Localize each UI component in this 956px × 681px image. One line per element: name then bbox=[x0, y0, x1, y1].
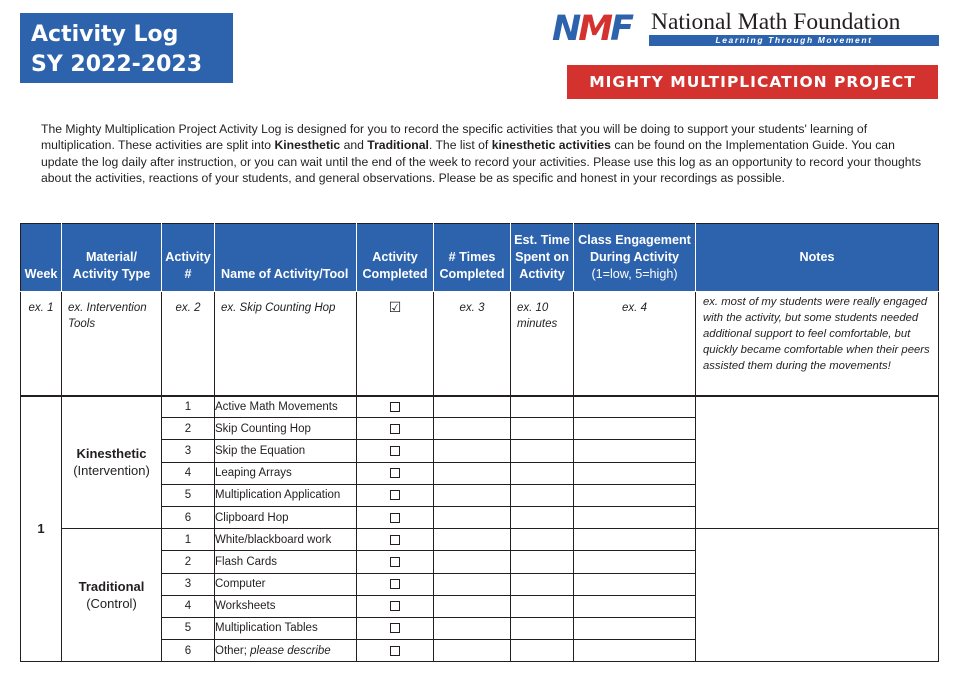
col-engagement: Class Engagement During Activity (1=low, 5=high) bbox=[574, 224, 696, 292]
checked-box-icon: ☑ bbox=[388, 299, 402, 315]
example-completed bbox=[357, 292, 434, 396]
activity-row bbox=[21, 529, 939, 551]
times-cell[interactable] bbox=[434, 418, 511, 440]
completed-cell bbox=[357, 573, 434, 595]
time-spent-cell[interactable] bbox=[511, 595, 574, 617]
title-line-2: SY 2022-2023 bbox=[31, 52, 203, 77]
times-cell[interactable] bbox=[434, 640, 511, 662]
example-week: ex. 1 bbox=[21, 292, 62, 396]
activity-name: Skip Counting Hop bbox=[215, 418, 357, 440]
completed-cell bbox=[357, 440, 434, 462]
engagement-cell[interactable] bbox=[574, 640, 696, 662]
intro-text: . The list of bbox=[428, 138, 492, 153]
intro-kinesthetic: Kinesthetic bbox=[274, 138, 341, 153]
times-cell[interactable] bbox=[434, 573, 511, 595]
completed-cell bbox=[357, 640, 434, 662]
activity-number: 5 bbox=[162, 617, 215, 639]
col-material: Material/ Activity Type bbox=[62, 224, 162, 292]
example-name: ex. Skip Counting Hop bbox=[215, 292, 357, 396]
time-spent-cell[interactable] bbox=[511, 440, 574, 462]
engagement-cell[interactable] bbox=[574, 617, 696, 639]
week-number: 1 bbox=[21, 396, 62, 662]
completed-checkbox[interactable] bbox=[390, 557, 400, 567]
completed-checkbox[interactable] bbox=[390, 535, 400, 545]
col-activity-name: Name of Activity/Tool bbox=[215, 224, 357, 292]
times-cell[interactable] bbox=[434, 462, 511, 484]
engagement-cell[interactable] bbox=[574, 595, 696, 617]
completed-checkbox[interactable] bbox=[390, 468, 400, 478]
time-spent-cell[interactable] bbox=[511, 529, 574, 551]
intro-text: The Mighty Multiplication Project Activity Log is designed for you to record the specific activities that you will be doing to support your students' learning of multiplication. These activities are split into bbox=[41, 122, 868, 153]
activity-number: 4 bbox=[162, 462, 215, 484]
intro-paragraph bbox=[41, 121, 925, 186]
nmf-logo bbox=[552, 11, 940, 47]
foundation-tagline: Learning Through Movement bbox=[649, 35, 939, 46]
time-spent-cell[interactable] bbox=[511, 396, 574, 418]
engagement-cell[interactable] bbox=[574, 484, 696, 506]
activity-name: Worksheets bbox=[215, 595, 357, 617]
col-time-spent: Est. Time Spent on Activity bbox=[511, 224, 574, 292]
completed-checkbox[interactable] bbox=[390, 601, 400, 611]
intro-text: can be found on the Implementation Guide. You can update the log daily after instruction, or you can wait until the end of the week to record your activities. Please use this log as an opportunity to record your thoughts about the activities, reactions of your students, and general observations. Please be as specific and honest in your recordings as possible. bbox=[41, 138, 922, 185]
completed-checkbox[interactable] bbox=[390, 579, 400, 589]
foundation-name: National Math Foundation bbox=[651, 9, 901, 35]
completed-cell bbox=[357, 551, 434, 573]
completed-checkbox[interactable] bbox=[390, 623, 400, 633]
completed-checkbox[interactable] bbox=[390, 513, 400, 523]
example-times: ex. 3 bbox=[434, 292, 511, 396]
kinesthetic-group-label: Kinesthetic (Intervention) bbox=[62, 396, 162, 529]
col-activity-number: Activity # bbox=[162, 224, 215, 292]
activity-number: 3 bbox=[162, 573, 215, 595]
completed-cell bbox=[357, 484, 434, 506]
activity-name: Other; please describe bbox=[215, 640, 357, 662]
times-cell[interactable] bbox=[434, 484, 511, 506]
activity-number: 4 bbox=[162, 595, 215, 617]
activity-number: 6 bbox=[162, 506, 215, 528]
intro-text: and bbox=[340, 138, 368, 153]
example-number: ex. 2 bbox=[162, 292, 215, 396]
activity-number: 2 bbox=[162, 551, 215, 573]
engagement-cell[interactable] bbox=[574, 529, 696, 551]
completed-cell bbox=[357, 506, 434, 528]
completed-cell bbox=[357, 418, 434, 440]
activity-number: 1 bbox=[162, 529, 215, 551]
times-cell[interactable] bbox=[434, 551, 511, 573]
activity-name: Multiplication Application bbox=[215, 484, 357, 506]
engagement-cell[interactable] bbox=[574, 573, 696, 595]
engagement-cell[interactable] bbox=[574, 462, 696, 484]
time-spent-cell[interactable] bbox=[511, 640, 574, 662]
times-cell[interactable] bbox=[434, 396, 511, 418]
example-row bbox=[21, 292, 939, 396]
activity-name: Clipboard Hop bbox=[215, 506, 357, 528]
activity-log-table bbox=[20, 223, 939, 662]
completed-checkbox[interactable] bbox=[390, 424, 400, 434]
activity-name: Active Math Movements bbox=[215, 396, 357, 418]
activity-number: 1 bbox=[162, 396, 215, 418]
example-notes: ex. most of my students were really engaged with the activity, but some students needed additional support to feel comfortable, but quickly became comfortable when their peers assisted them during the movements! bbox=[696, 292, 939, 396]
activity-name: Multiplication Tables bbox=[215, 617, 357, 639]
activity-name: Flash Cards bbox=[215, 551, 357, 573]
activity-name: White/blackboard work bbox=[215, 529, 357, 551]
activity-log-title bbox=[20, 13, 233, 83]
intro-kinesthetic-activities: kinesthetic activities bbox=[491, 138, 611, 153]
col-week: Week bbox=[21, 224, 62, 292]
activity-number: 5 bbox=[162, 484, 215, 506]
completed-cell bbox=[357, 396, 434, 418]
activity-row bbox=[21, 396, 939, 418]
example-engagement: ex. 4 bbox=[574, 292, 696, 396]
intro-traditional: Traditional bbox=[367, 138, 429, 153]
time-spent-cell[interactable] bbox=[511, 484, 574, 506]
times-cell[interactable] bbox=[434, 595, 511, 617]
project-banner: MIGHTY MULTIPLICATION PROJECT bbox=[567, 65, 938, 99]
traditional-group-label: Traditional (Control) bbox=[62, 529, 162, 662]
engagement-cell[interactable] bbox=[574, 551, 696, 573]
time-spent-cell[interactable] bbox=[511, 506, 574, 528]
times-cell[interactable] bbox=[434, 440, 511, 462]
completed-cell bbox=[357, 462, 434, 484]
completed-cell bbox=[357, 617, 434, 639]
nmf-logo-mark: NMF bbox=[552, 9, 632, 49]
time-spent-cell[interactable] bbox=[511, 462, 574, 484]
engagement-cell[interactable] bbox=[574, 396, 696, 418]
time-spent-cell[interactable] bbox=[511, 573, 574, 595]
activity-number: 6 bbox=[162, 640, 215, 662]
completed-checkbox[interactable] bbox=[390, 402, 400, 412]
col-times: # Times Completed bbox=[434, 224, 511, 292]
activity-name: Leaping Arrays bbox=[215, 462, 357, 484]
example-time-spent: ex. 10 minutes bbox=[511, 292, 574, 396]
completed-cell bbox=[357, 529, 434, 551]
completed-checkbox[interactable] bbox=[390, 446, 400, 456]
completed-checkbox[interactable] bbox=[390, 490, 400, 500]
times-cell[interactable] bbox=[434, 506, 511, 528]
col-completed: Activity Completed bbox=[357, 224, 434, 292]
completed-checkbox[interactable] bbox=[390, 646, 400, 656]
engagement-cell[interactable] bbox=[574, 506, 696, 528]
traditional-notes-cell[interactable] bbox=[696, 529, 939, 662]
time-spent-cell[interactable] bbox=[511, 551, 574, 573]
times-cell[interactable] bbox=[434, 529, 511, 551]
activity-name: Computer bbox=[215, 573, 357, 595]
completed-cell bbox=[357, 595, 434, 617]
activity-name: Skip the Equation bbox=[215, 440, 357, 462]
time-spent-cell[interactable] bbox=[511, 418, 574, 440]
time-spent-cell[interactable] bbox=[511, 617, 574, 639]
times-cell[interactable] bbox=[434, 617, 511, 639]
activity-number: 3 bbox=[162, 440, 215, 462]
header-row bbox=[21, 224, 939, 292]
col-notes: Notes bbox=[696, 224, 939, 292]
example-type: ex. Intervention Tools bbox=[62, 292, 162, 396]
activity-number: 2 bbox=[162, 418, 215, 440]
kinesthetic-notes-cell[interactable] bbox=[696, 396, 939, 529]
engagement-cell[interactable] bbox=[574, 440, 696, 462]
engagement-cell[interactable] bbox=[574, 418, 696, 440]
title-line-1: Activity Log bbox=[31, 22, 179, 47]
